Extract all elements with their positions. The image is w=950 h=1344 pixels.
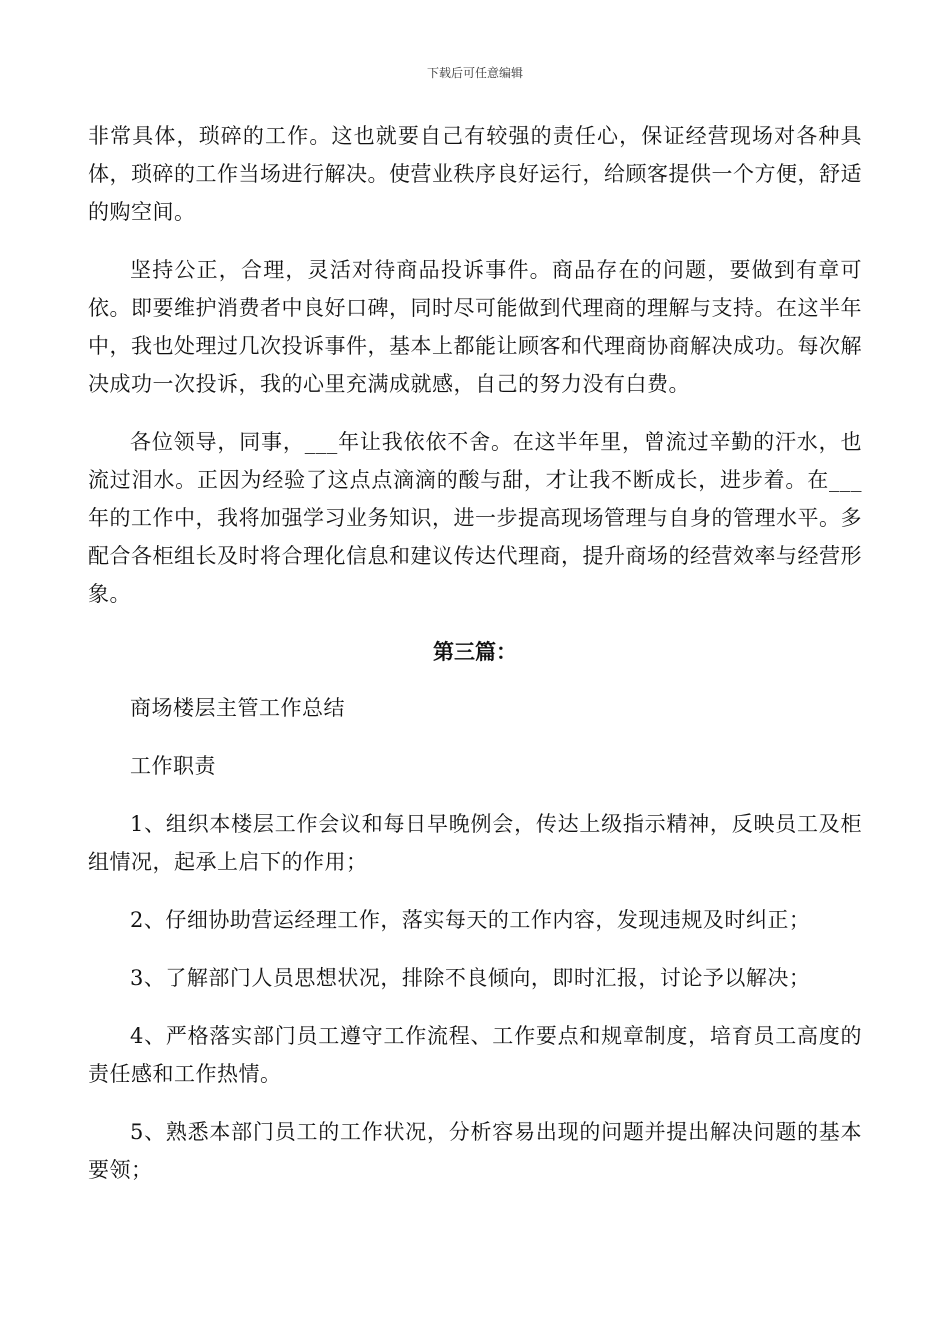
document-body (88, 117, 862, 1209)
duty-item-1: 1、组织本楼层工作会议和每日早晚例会，传达上级指示精神，反映员工及柜组情况，起承上启下的作用； (88, 812, 862, 874)
page-header: 下载后可任意编辑 (426, 66, 523, 80)
paragraph-complaints: 坚持公正，合理，灵活对待商品投诉事件。商品存在的问题，要做到有章可依。即要维护消费者中良好口碑，同时尽可能做到代理商的理解与支持。在这半年中，我也处理过几次投诉事件，基本上都能让顾客和代理商协商解决成功。每次解决成功一次投诉，我的心里充满成就感，自己的努力没有白费。 (88, 258, 862, 396)
duty-item-4: 4、严格落实部门员工遵守工作流程、工作要点和规章制度，培育员工高度的责任感和工作热情。 (88, 1024, 862, 1086)
duty-item-2: 2、仔细协助营运经理工作，落实每天的工作内容，发现违规及时纠正； (130, 908, 811, 932)
paragraph-continued: 非常具体，琐碎的工作。这也就要自己有较强的责任心，保证经营现场对各种具体，琐碎的工作当场进行解决。使营业秩序良好运行，给顾客提供一个方便，舒适的购空间。 (88, 124, 862, 224)
paragraph-closing: 各位领导，同事，___年让我依依不舍。在这半年里，曾流过辛勤的汗水，也流过泪水。正因为经验了这点点滴滴的酸与甜，才让我不断成长，进步着。在___年的工作中，我将加强学习业务知识，进一步提高现场管理与自身的管理水平。多配合各柜组长及时将合理化信息和建议传达代理商，提升商场的经营效率与经营形象。 (88, 430, 862, 606)
section-heading: 第三篇： (433, 639, 517, 664)
duties-title: 工作职责 (130, 754, 216, 778)
duty-item-5: 5、熟悉本部门员工的工作状况，分析容易出现的问题并提出解决问题的基本要领； (88, 1120, 862, 1182)
duty-item-3: 3、了解部门人员思想状况，排除不良倾向，即时汇报，讨论予以解决； (130, 966, 811, 990)
section-title: 商场楼层主管工作总结 (130, 696, 345, 720)
